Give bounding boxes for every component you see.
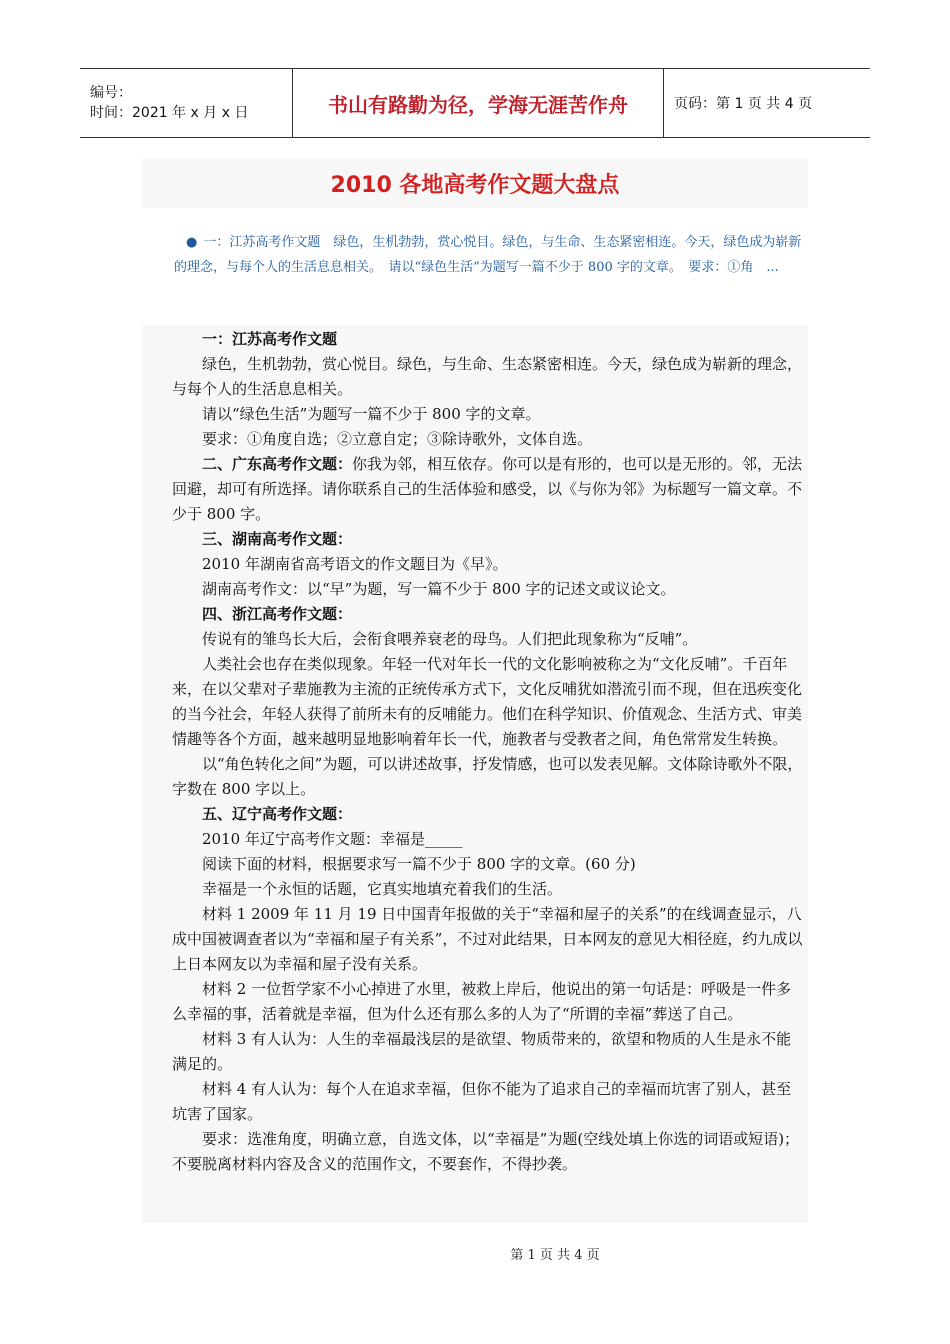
article-paragraph — [172, 827, 806, 852]
paragraph-text: 湖南高考作文：以“早”为题，写一篇不少于 800 字的记述文或议论文。 — [202, 580, 676, 598]
bullet-icon: ● — [186, 235, 198, 250]
header-meta — [80, 69, 292, 137]
article-paragraph — [172, 877, 806, 902]
paragraph-text: 幸福是一个永恒的话题，它真实地填充着我们的生活。 — [202, 880, 563, 898]
page-title: 2010 各地高考作文题大盘点 — [330, 172, 620, 198]
section-heading: 五、辽宁高考作文题： — [202, 805, 353, 823]
paragraph-text: 传说有的雏鸟长大后，会衔食喂养衰老的母鸟。人们把此现象称为“反哺”。 — [202, 630, 698, 648]
paragraph-text: 材料 3 有人认为：人生的幸福最浅层的是欲望、物质带来的，欲望和物质的人生是永不能满足的。 — [172, 1030, 792, 1073]
paragraph-text: 要求：选准角度，明确立意，自选文体，以“幸福是”为题(空线处填上你选的词语或短语)；不要脱离材料内容及含义的范围作文，不要套作，不得抄袭。 — [172, 1130, 800, 1173]
page-header — [80, 68, 870, 138]
section-heading: 二、广东高考作文题： — [202, 455, 353, 473]
title-band — [142, 158, 808, 208]
section-heading: 四、浙江高考作文题： — [202, 605, 353, 623]
article-paragraph — [172, 1027, 806, 1077]
paragraph-text: 材料 2 一位哲学家不小心掉进了水里，被救上岸后，他说出的第一句话是：呼吸是一件多么幸福的事，活着就是幸福，但为什么还有那么多的人为了“所谓的幸福”葬送了自己。 — [172, 980, 792, 1023]
article-paragraph — [172, 352, 806, 402]
article-paragraphs — [142, 325, 808, 1177]
article-paragraph — [172, 577, 806, 602]
paragraph-text: 阅读下面的材料，根据要求写一篇不少于 800 字的文章。(60 分) — [202, 855, 636, 873]
article-paragraph — [172, 1077, 806, 1127]
header-motto-cell — [292, 69, 664, 137]
article-body — [142, 325, 808, 1223]
article-paragraph — [172, 627, 806, 652]
article-paragraph — [172, 652, 806, 752]
paragraph-text: 请以“绿色生活”为题写一篇不少于 800 字的文章。 — [202, 405, 541, 423]
doc-number-label: 编号： — [90, 85, 132, 101]
fill-blank: _____ — [424, 830, 463, 848]
paragraph-text: 材料 4 有人认为：每个人在追求幸福，但你不能为了追求自己的幸福而坑害了别人，甚至坑害了国家。 — [172, 1080, 792, 1123]
section-heading: 三、湖南高考作文题： — [202, 530, 353, 548]
article-paragraph — [172, 602, 806, 627]
paragraph-text: 以“角色转化之间”为题，可以讲述故事，抒发情感，也可以发表见解。文体除诗歌外不限，字数在 800 字以上。 — [172, 755, 803, 798]
paragraph-text: 2010 年辽宁高考作文题：幸福是 — [202, 830, 425, 848]
article-paragraph — [172, 852, 806, 877]
paragraph-text: 绿色，生机勃勃，赏心悦目。绿色，与生命、生态紧密相连。今天，绿色成为崭新的理念，与每个人的生活息息相关。 — [172, 355, 803, 398]
summary-text: 一：江苏高考作文题 绿色，生机勃勃，赏心悦目。绿色，与生命、生态紧密相连。今天，绿色成为崭新的理念，与每个人的生活息息相关。 请以“绿色生活”为题写一篇不少于 800 字的文章。 要求：①角 ... — [174, 235, 802, 275]
paragraph-text: 人类社会也存在类似现象。年轻一代对年长一代的文化影响被称之为“文化反哺”。千百年来，在以父辈对子辈施教为主流的正统传承方式下，文化反哺犹如潜流引而不现，但在迅疾变化的当今社会，年轻人获得了前所未有的反哺能力。他们在科学知识、价值观念、生活方式、审美情趣等各个方面，越来越明显地影响着年长一代，施教者与受教者之间，角色常常发生转换。 — [172, 655, 803, 748]
header-page-info: 页码：第 1 页 共 4 页 — [674, 96, 813, 112]
summary-block — [174, 230, 804, 280]
article-paragraph — [172, 527, 806, 552]
article-paragraph — [172, 452, 806, 527]
article-paragraph — [172, 977, 806, 1027]
doc-time-label: 时间：2021 年 x 月 x 日 — [90, 105, 249, 121]
section-heading: 一：江苏高考作文题 — [202, 330, 338, 348]
article-paragraph — [172, 802, 806, 827]
article-paragraph — [172, 902, 806, 977]
article-paragraph — [172, 427, 806, 452]
article-paragraph — [172, 552, 806, 577]
article-paragraph — [172, 752, 806, 802]
page-footer: 第 1 页 共 4 页 — [510, 1248, 600, 1263]
article-paragraph — [172, 327, 806, 352]
article-paragraph — [172, 402, 806, 427]
paragraph-text: 材料 1 2009 年 11 月 19 日中国青年报做的关于“幸福和屋子的关系”的在线调查显示，八成中国被调查者以为“幸福和屋子有关系”，不过对此结果，日本网友的意见大相径庭，约九成以上日本网友以为幸福和屋子没有关系。 — [172, 905, 803, 973]
paragraph-text: 2010 年湖南省高考语文的作文题目为《早》。 — [202, 555, 508, 573]
paragraph-text: 你我为邻，相互依存。你可以是有形的，也可以是无形的。邻，无法回避，却可有所选择。请你联系自己的生活体验和感受，以《与你为邻》为标题写一篇文章。不少于 800 字。 — [172, 455, 803, 523]
paragraph-text: 要求：①角度自选；②立意自定；③除诗歌外，文体自选。 — [202, 430, 593, 448]
article-paragraph — [172, 1127, 806, 1177]
header-motto: 书山有路勤为径，学海无涯苦作舟 — [328, 92, 628, 117]
